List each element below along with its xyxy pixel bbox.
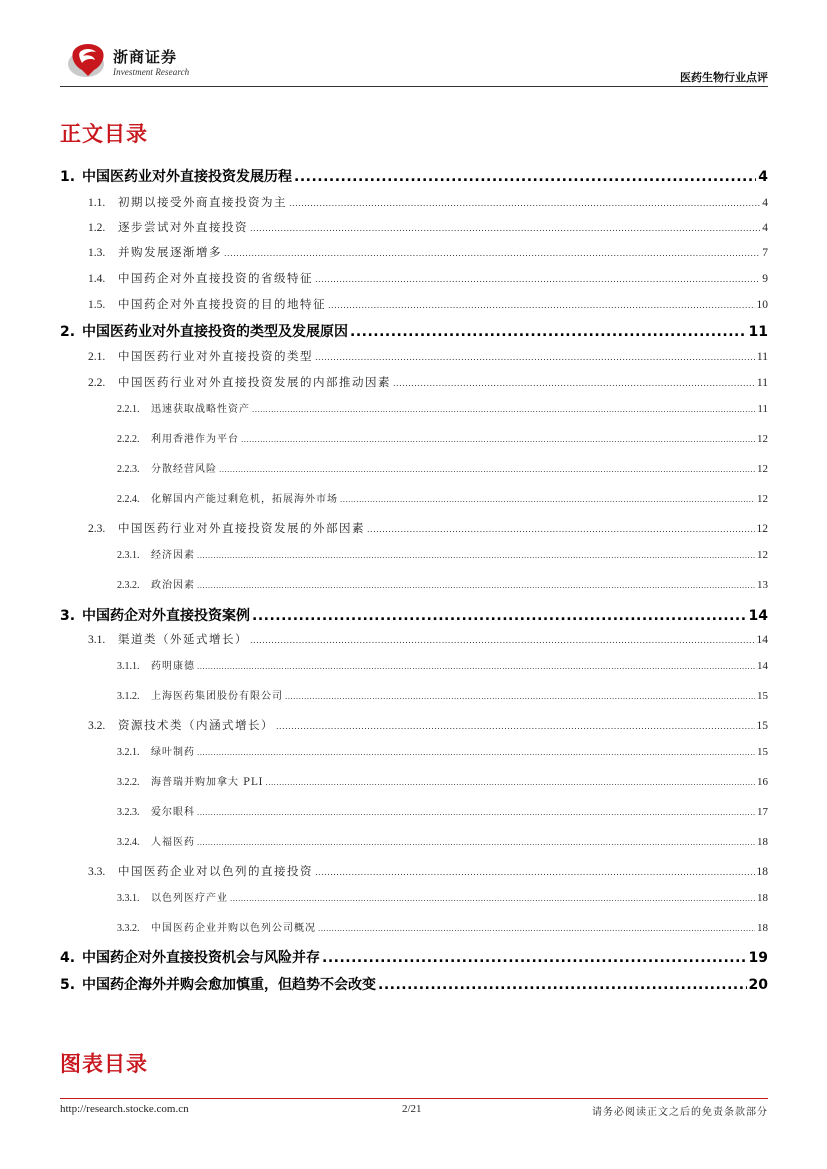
toc-entry-number: 3.2.2.	[117, 777, 140, 788]
toc-entry[interactable]	[88, 520, 768, 536]
toc-dot-leader	[250, 636, 755, 645]
toc-entry[interactable]	[117, 743, 768, 758]
toc-entry[interactable]	[88, 863, 768, 879]
toc-entry-number: 1.	[60, 169, 76, 185]
toc-entry[interactable]	[117, 576, 768, 591]
report-type: 医药生物行业点评	[680, 71, 768, 84]
toc-entry-label: 中国医药业对外直接投资发展历程	[82, 169, 292, 185]
toc-entry-number: 3.	[60, 608, 76, 624]
toc-entry-page: 11	[756, 351, 768, 363]
toc-entry-page: 12	[757, 493, 768, 505]
toc-entry[interactable]	[88, 631, 768, 647]
toc-entry[interactable]	[88, 270, 768, 286]
toc-dot-leader	[322, 950, 747, 966]
toc-entry[interactable]	[88, 374, 768, 390]
toc-entry-label: 初期以接受外商直接投资为主	[118, 195, 287, 209]
toc-dot-leader	[197, 552, 755, 560]
charts-toc-title: 图表目录	[60, 1052, 148, 1076]
toc-dot-leader	[219, 466, 755, 474]
toc-entry-number: 4.	[60, 950, 76, 966]
toc-entry-page: 20	[748, 977, 768, 993]
toc-dot-leader	[252, 608, 747, 624]
toc-dot-leader	[315, 868, 755, 877]
toc-entry-page: 15	[756, 720, 768, 732]
toc-entry-label: 中国药企对外直接投资的省级特征	[118, 271, 313, 285]
toc-entry-number: 2.3.2.	[117, 580, 140, 591]
toc-entry-number: 3.1.	[88, 634, 106, 646]
toc-entry[interactable]	[117, 803, 768, 818]
toc-entry-number: 3.3.1.	[117, 893, 140, 904]
toc-entry[interactable]	[88, 244, 768, 260]
toc-entry-page: 11	[757, 403, 768, 415]
toc-entry-label: 上海医药集团股份有限公司	[151, 691, 283, 702]
toc-entry-label: 爱尔眼科	[151, 807, 195, 818]
toc-entry-page: 10	[756, 299, 768, 311]
toc-entry-label: 并购发展逐渐增多	[118, 245, 222, 259]
toc-entry[interactable]	[88, 194, 768, 210]
toc-entry[interactable]	[117, 657, 768, 672]
toc-dot-leader	[367, 525, 755, 534]
toc-entry-number: 2.2.	[88, 377, 106, 389]
toc-entry-page: 14	[757, 660, 768, 672]
toc-entry[interactable]	[117, 490, 768, 505]
toc-dot-leader	[197, 749, 755, 757]
toc-dot-leader	[289, 199, 760, 208]
toc-entry-label: 中国医药业对外直接投资的类型及发展原因	[82, 324, 348, 340]
toc-entry-label: 利用香港作为平台	[151, 434, 239, 445]
toc-entry-number: 1.5.	[88, 299, 106, 311]
toc-entry[interactable]	[117, 773, 768, 788]
toc-entry-label: 资源技术类（内涵式增长）	[118, 718, 274, 732]
toc-dot-leader	[241, 436, 755, 444]
toc-entry-number: 5.	[60, 977, 76, 993]
toc-entry-page: 18	[757, 892, 768, 904]
footer-divider	[60, 1098, 768, 1099]
toc-entry-page: 12	[757, 463, 768, 475]
toc-dot-leader	[224, 249, 760, 258]
toc-entry-label: 中国医药行业对外直接投资的类型	[118, 349, 313, 363]
toc-entry-page: 15	[757, 746, 768, 758]
toc-entry-page: 11	[756, 377, 768, 389]
toc-entry-page: 16	[757, 776, 768, 788]
toc-entry-number: 1.1.	[88, 197, 106, 209]
toc-entry-number: 3.2.3.	[117, 807, 140, 818]
toc-dot-leader	[328, 301, 755, 310]
toc-entry-number: 3.3.	[88, 866, 106, 878]
company-name-en: Investment Research	[113, 67, 190, 77]
toc-entry-page: 18	[756, 866, 768, 878]
toc-dot-leader	[378, 977, 747, 993]
toc-entry[interactable]	[117, 430, 768, 445]
company-logo-icon	[66, 40, 110, 80]
toc-dot-leader	[294, 169, 756, 185]
toc-entry-number: 2.2.1.	[117, 404, 140, 415]
toc-dot-leader	[276, 722, 755, 731]
toc-entry-page: 17	[757, 806, 768, 818]
toc-entry-number: 2.	[60, 324, 76, 340]
toc-entry-number: 2.3.	[88, 523, 106, 535]
page-header	[60, 36, 768, 90]
toc-entry-label: 药明康德	[151, 661, 195, 672]
toc-entry-number: 1.4.	[88, 273, 106, 285]
toc-entry[interactable]	[88, 219, 768, 235]
toc-entry-label: 中国医药行业对外直接投资发展的外部因素	[118, 521, 365, 535]
toc-dot-leader	[197, 839, 755, 847]
toc-entry-page: 7	[762, 247, 768, 259]
toc-entry-label: 迅速获取战略性资产	[151, 404, 250, 415]
toc-entry-label: 中国医药行业对外直接投资发展的内部推动因素	[118, 375, 391, 389]
toc-dot-leader	[197, 663, 755, 671]
toc-entry[interactable]	[117, 687, 768, 702]
toc-entry[interactable]	[117, 400, 768, 415]
toc-entry-number: 2.2.4.	[117, 494, 140, 505]
toc-entry-page: 19	[748, 950, 768, 966]
toc-entry[interactable]	[117, 546, 768, 561]
company-name-cn: 浙商证券	[113, 48, 178, 66]
footer-url[interactable]: http://research.stocke.com.cn	[60, 1103, 189, 1115]
toc-dot-leader	[318, 925, 755, 933]
toc-entry-number: 3.1.2.	[117, 691, 140, 702]
toc-dot-leader	[252, 406, 755, 414]
toc-entry-page: 18	[757, 836, 768, 848]
toc-entry-page: 18	[757, 922, 768, 934]
toc-entry[interactable]	[88, 296, 768, 312]
toc-entry-number: 2.3.1.	[117, 550, 140, 561]
toc-entry[interactable]	[117, 889, 768, 904]
toc-entry-label: 政治因素	[151, 580, 195, 591]
toc-dot-leader	[230, 895, 755, 903]
toc-entry[interactable]	[88, 348, 768, 364]
toc-entry-label: 经济因素	[151, 550, 195, 561]
toc-entry-label: 人福医药	[151, 837, 195, 848]
toc-entry-number: 2.1.	[88, 351, 106, 363]
toc-dot-leader	[315, 275, 760, 284]
toc-dot-leader	[340, 496, 755, 504]
toc-entry-label: 中国医药企业并购以色列公司概况	[151, 923, 316, 934]
toc-entry-number: 3.2.1.	[117, 747, 140, 758]
toc-entry-page: 9	[762, 273, 768, 285]
toc-entry[interactable]	[60, 166, 768, 186]
toc-entry-number: 2.2.2.	[117, 434, 140, 445]
toc-entry-page: 11	[748, 324, 768, 340]
header-divider	[60, 86, 768, 87]
toc-title: 正文目录	[60, 122, 148, 146]
toc-entry-label: 以色列医疗产业	[151, 893, 228, 904]
toc-entry-page: 4	[762, 197, 768, 209]
toc-entry[interactable]	[60, 605, 768, 625]
toc-entry-page: 12	[756, 523, 768, 535]
toc-entry-label: 海普瑞并购加拿大 PLI	[151, 777, 264, 788]
toc-entry-number: 2.2.3.	[117, 464, 140, 475]
toc-entry-number: 1.2.	[88, 222, 106, 234]
toc-entry-page: 13	[757, 579, 768, 591]
toc-entry-page: 12	[757, 549, 768, 561]
toc-entry-label: 中国药企海外并购会愈加慎重，但趋势不会改变	[82, 977, 376, 993]
toc-entry-label: 中国药企对外直接投资的目的地特征	[118, 297, 326, 311]
toc-entry[interactable]	[88, 717, 768, 733]
toc-entry[interactable]	[117, 919, 768, 934]
toc-entry-number: 3.2.4.	[117, 837, 140, 848]
toc-dot-leader	[197, 809, 755, 817]
toc-dot-leader	[266, 779, 756, 787]
toc-entry-label: 渠道类（外延式增长）	[118, 632, 248, 646]
disclaimer-note: 请务必阅读正文之后的免责条款部分	[592, 1107, 768, 1118]
toc-entry-number: 3.2.	[88, 720, 106, 732]
toc-entry-number: 1.3.	[88, 247, 106, 259]
toc-entry-page: 14	[756, 634, 768, 646]
toc-entry[interactable]	[60, 947, 768, 967]
toc-entry-label: 中国药企对外直接投资机会与风险并存	[82, 950, 320, 966]
toc-dot-leader	[250, 224, 760, 233]
toc-entry-page: 14	[748, 608, 768, 624]
toc-entry-label: 绿叶制药	[151, 747, 195, 758]
toc-entry-number: 3.1.1.	[117, 661, 140, 672]
page-number: 2/21	[402, 1103, 422, 1115]
toc-entry-page: 4	[758, 169, 768, 185]
toc-entry[interactable]	[60, 974, 768, 994]
toc-entry-page: 15	[757, 690, 768, 702]
toc-entry-page: 12	[757, 433, 768, 445]
toc-dot-leader	[315, 353, 755, 362]
toc-entry[interactable]	[60, 321, 768, 341]
toc-entry-label: 中国医药企业对以色列的直接投资	[118, 864, 313, 878]
toc-entry-label: 化解国内产能过剩危机，拓展海外市场	[151, 494, 338, 505]
toc-entry-label: 分散经营风险	[151, 464, 217, 475]
toc-dot-leader	[197, 582, 755, 590]
toc-dot-leader	[285, 693, 755, 701]
toc-entry[interactable]	[117, 833, 768, 848]
toc-dot-leader	[350, 324, 747, 340]
toc-dot-leader	[393, 379, 755, 388]
toc-entry-number: 3.3.2.	[117, 923, 140, 934]
toc-entry[interactable]	[117, 460, 768, 475]
toc-entry-page: 4	[762, 222, 768, 234]
toc-entry-label: 逐步尝试对外直接投资	[118, 220, 248, 234]
toc-entry-label: 中国药企对外直接投资案例	[82, 608, 250, 624]
